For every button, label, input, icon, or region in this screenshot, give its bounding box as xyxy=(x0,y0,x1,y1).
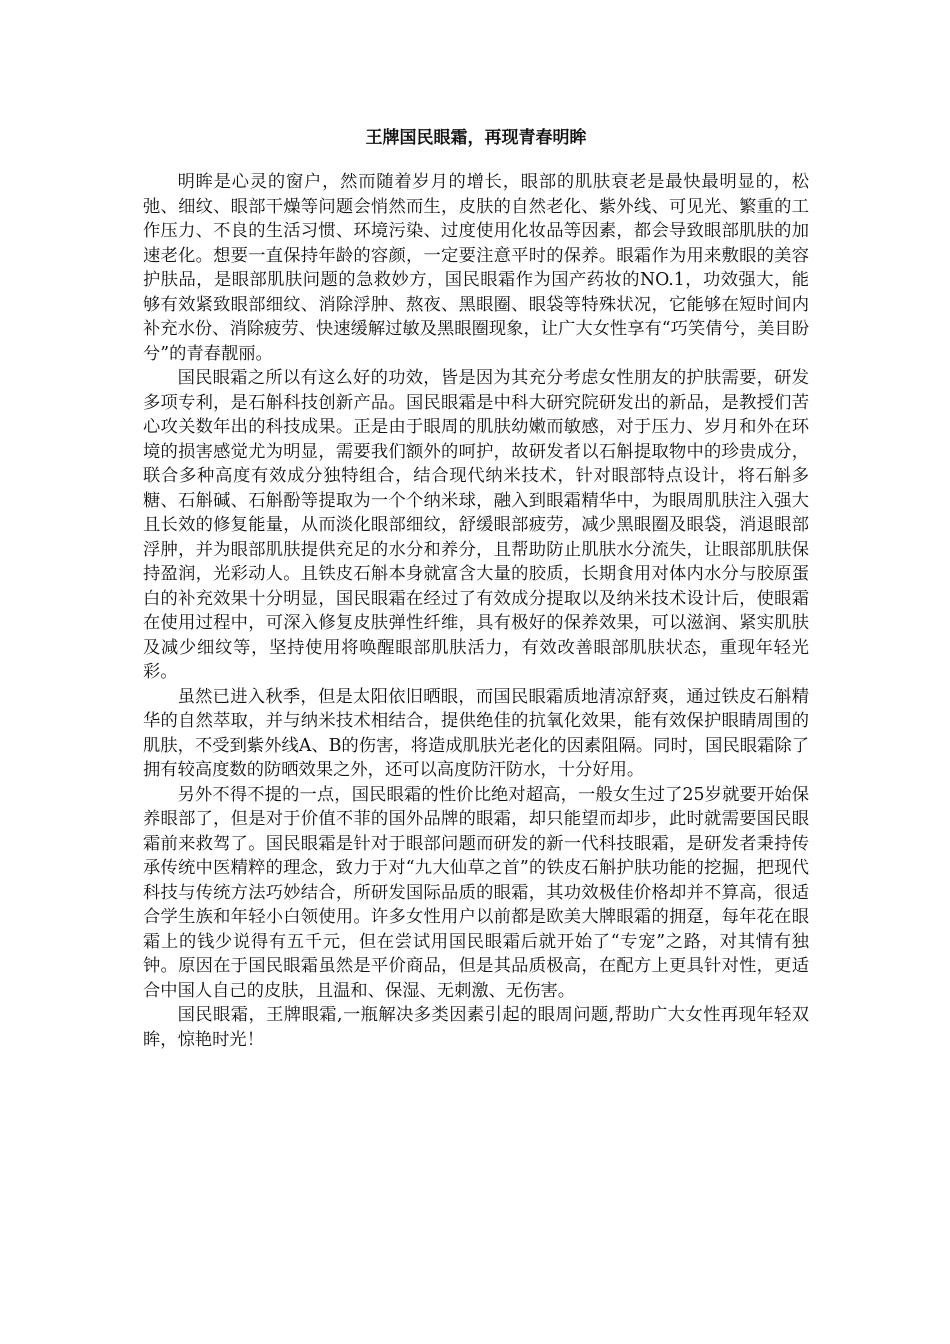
paragraph-2: 国民眼霜之所以有这么好的功效，皆是因为其充分考虑女性朋友的护肤需要，研发多项专利，是石斛科技创新产品。国民眼霜是中科大研究院研发出的新品，是教授们苦心攻关数年出的科技成果。正是由于眼周的肌肤幼嫩而敏感，对于压力、岁月和外在环境的损害感觉尤为明显，需要我们额外的呵护，故研发者以石斛提取物中的珍贵成分，联合多种高度有效成分独特组合，结合现代纳米技术，针对眼部特点设计，将石斛多糖、石斛碱、石斛酚等提取为一个个纳米球，融入到眼霜精华中，为眼周肌肤注入强大且长效的修复能量，从而淡化眼部细纹，舒缓眼部疲劳，减少黑眼圈及眼袋，消退眼部浮肿，并为眼部肌肤提供充足的水分和养分，且帮助防止肌肤水分流失，让眼部肌肤保持盈润，光彩动人。且铁皮石斛本身就富含大量的胶质，长期食用对体内水分与胶原蛋白的补充效果十分明显，国民眼霜在经过了有效成分提取以及纳米技术设计后，使眼霜在使用过程中，可深入修复皮肤弹性纤维，具有极好的保养效果，可以滋润、紧实肌肤及减少细纹等，坚持使用将唤醒眼部肌肤活力，有效改善眼部肌肤状态，重现年轻光彩。 xyxy=(143,368,809,682)
document-page xyxy=(143,126,809,1052)
paragraph-1: 明眸是心灵的窗户，然而随着岁月的增长，眼部的肌肤衰老是最快最明显的，松弛、细纹、眼部干燥等问题会悄然而生，皮肤的自然老化、紫外线、可见光、繁重的工作压力、不良的生活习惯、环境污染、过度使用化妆品等因素，都会导致眼部肌肤的加速老化。想要一直保持年龄的容颜，一定要注意平时的保养。眼霜作为用来敷眼的美容护肤品，是眼部肌肤问题的急救妙方，国民眼霜作为国产药妆的NO.1，功效强大，能够有效紧致眼部细纹、消除浮肿、熬夜、黑眼圈、眼袋等特殊状况，它能够在短时间内补充水份、消除疲劳、快速缓解过敏及黑眼圈现象，让广大女性享有“巧笑倩兮，美目盼兮”的青春靓丽。 xyxy=(143,172,809,364)
paragraph-4: 另外不得不提的一点，国民眼霜的性价比绝对超高，一般女生过了25岁就要开始保养眼部了，但是对于价值不菲的国外品牌的眼霜，却只能望而却步，此时就需要国民眼霜前来救驾了。国民眼霜是针对于眼部问题而研发的新一代科技眼霜，是研发者秉持传承传统中医精粹的理念，致力于对“九大仙草之首”的铁皮石斛护肤功能的挖掘，把现代科技与传统方法巧妙结合，所研发国际品质的眼霜，其功效极佳价格却并不算高，很适合学生族和年轻小白领使用。许多女性用户以前都是欧美大牌眼霜的拥趸，每年花在眼霜上的钱少说得有五千元，但在尝试用国民眼霜后就开始了“专宠”之路，对其情有独钟。原因在于国民眼霜虽然是平价商品，但是其品质极高，在配方上更具针对性，更适合中国人自己的皮肤，且温和、保湿、无刺激、无伤害。 xyxy=(143,784,809,1001)
document-title: 王牌国民眼霜，再现青春明眸 xyxy=(365,128,587,148)
paragraph-3: 虽然已进入秋季，但是太阳依旧晒眼，而国民眼霜质地清凉舒爽，通过铁皮石斛精华的自然萃取，并与纳米技术相结合，提供绝佳的抗氧化效果，能有效保护眼睛周围的肌肤，不受到紫外线A、B的伤害，将造成肌肤光老化的因素阻隔。同时，国民眼霜除了拥有较高度数的防晒效果之外，还可以高度防汗防水，十分好用。 xyxy=(143,686,809,780)
paragraph-5: 国民眼霜，王牌眼霜,一瓶解决多类因素引起的眼周问题,帮助广大女性再现年轻双眸，惊艳时光！ xyxy=(143,1005,809,1050)
